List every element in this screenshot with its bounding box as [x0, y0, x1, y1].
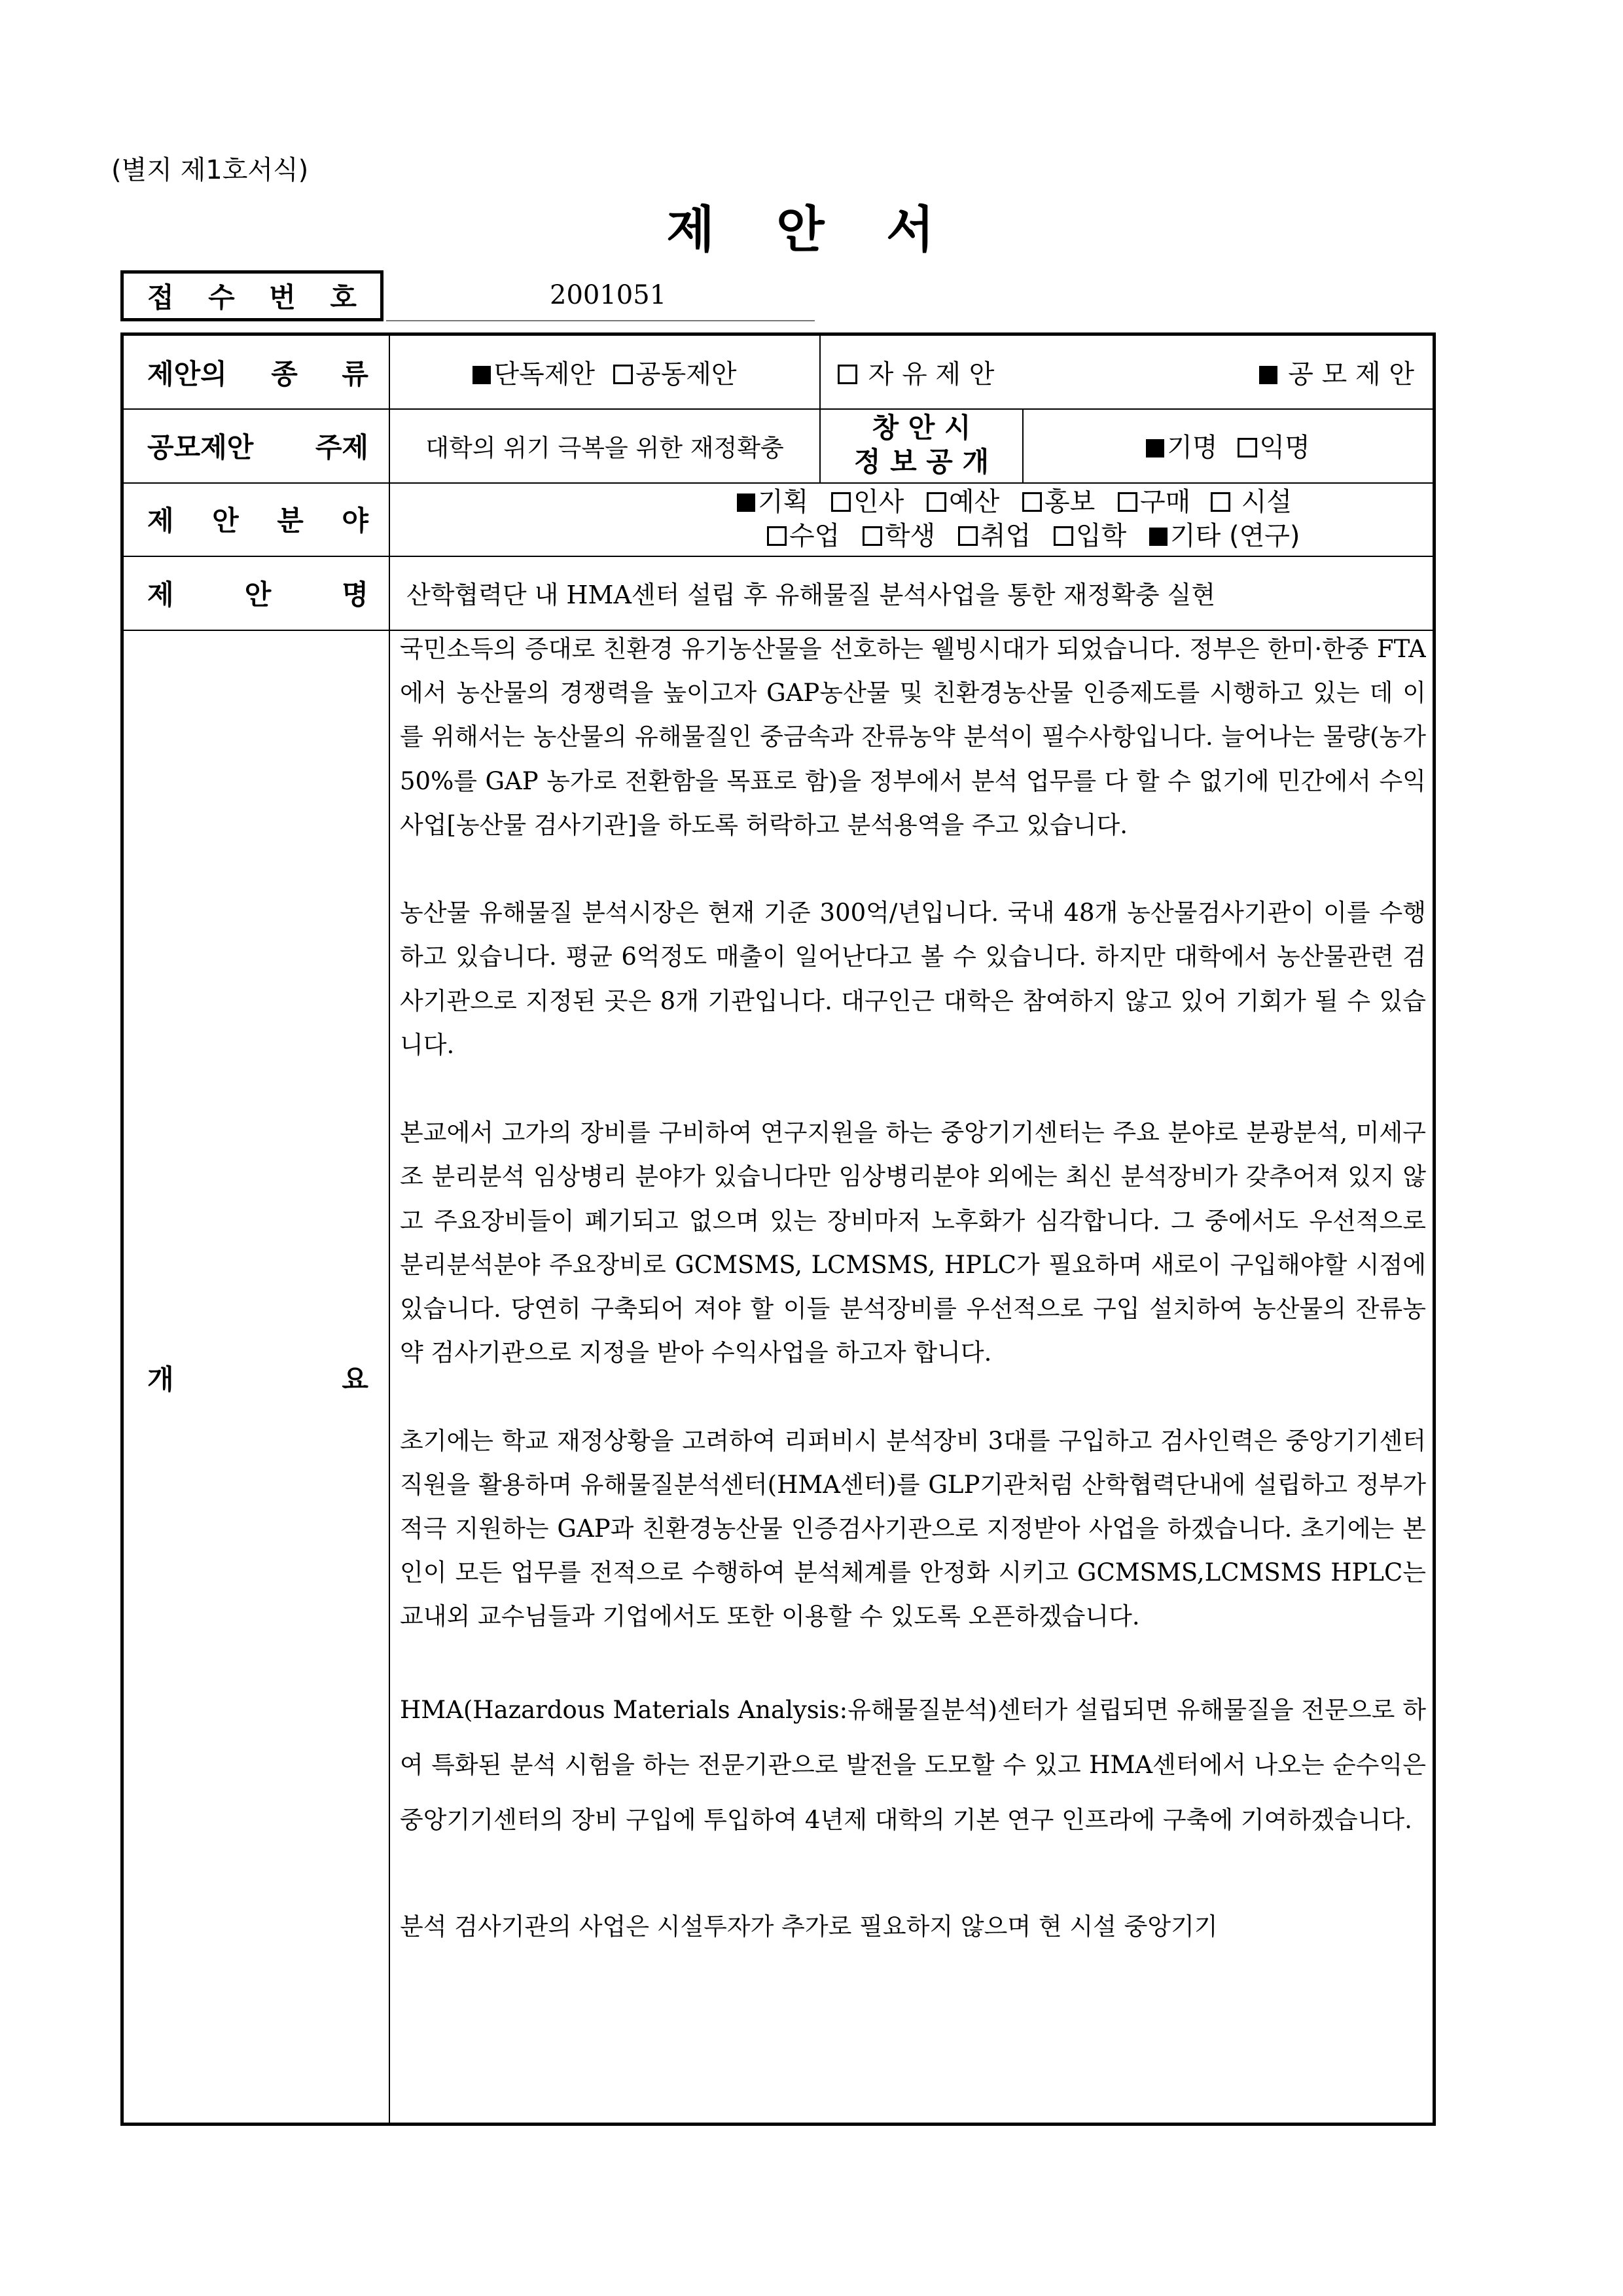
proposal-form-table	[120, 332, 1436, 2126]
checkbox-checked-icon	[1259, 366, 1277, 384]
checkbox-checked-icon	[737, 493, 755, 512]
option-contest-proposal[interactable]: 공 모 제 안	[1259, 353, 1414, 391]
proposal-name-label: 제 안 명	[147, 578, 368, 611]
overview-text	[400, 627, 1426, 2126]
checkbox-empty-icon	[1238, 438, 1257, 457]
option-single[interactable]: 단독제안	[473, 353, 595, 391]
field-classes[interactable]: 수업	[767, 521, 840, 551]
option-anonymous[interactable]: 익명	[1238, 427, 1310, 464]
field-other-research[interactable]: 기타 (연구)	[1149, 521, 1300, 551]
overview-label: 개 요	[147, 1363, 368, 1395]
field-employment[interactable]: 취업	[958, 521, 1031, 551]
document-title: 제 안 서	[666, 200, 957, 259]
disclosure-options	[1024, 408, 1433, 482]
checkbox-empty-icon	[831, 492, 851, 512]
field-planning[interactable]: 기획	[737, 487, 808, 517]
field-students[interactable]: 학생	[863, 521, 935, 551]
proposal-field-options	[390, 482, 1433, 556]
field-pr[interactable]: 홍보	[1022, 487, 1095, 517]
overview-paragraph: HMA(Hazardous Materials Analysis:유해물질분석)센터가 설립되면 유해물질을 전문으로 하여 특화된 분석 시험을 하는 전문기관으로 발전을 도모할 수 있고 HMA센터에서 나오는 순수익은 중앙기기센터의 장비 구입에 투입하여 4년제 대학의 기본 연구 인프라에 구축에 기여하겠습니다.	[400, 1695, 1426, 1834]
contest-topic-value: 대학의 위기 극복을 위한 재정확충	[425, 433, 784, 462]
field-budget[interactable]: 예산	[927, 487, 999, 517]
proposal-name-value: 산학협력단 내 HMA센터 설립 후 유해물질 분석사업을 통한 재정확충 실현	[406, 581, 1216, 609]
checkbox-empty-icon	[1211, 492, 1230, 512]
checkbox-checked-icon	[473, 366, 491, 384]
field-facilities[interactable]: 시설	[1211, 487, 1292, 517]
checkbox-empty-icon	[613, 365, 633, 384]
checkbox-checked-icon	[1146, 439, 1164, 457]
option-free-proposal[interactable]: 자 유 제 안	[838, 353, 994, 391]
checkbox-empty-icon	[1118, 492, 1137, 512]
field-personnel[interactable]: 인사	[831, 487, 904, 517]
checkbox-empty-icon	[863, 526, 882, 546]
form-number-label: (별지 제1호서식)	[111, 155, 309, 185]
overview-paragraph: 농산물 유해물질 분석시장은 현재 기준 300억/년입니다. 국내 48개 농산물검사기관이 이를 수행하고 있습니다. 평균 6억정도 매출이 일어난다고 볼 수 있습니다. 하지만 대학에서 농산물관련 검사기관으로 지정된 곳은 8개 기관입니다. 대구인근 대학은 참여하지 않고 있어 기회가 될 수 있습니다.	[400, 899, 1426, 1059]
proposal-field-label: 제 안 분 야	[147, 505, 368, 537]
checkbox-empty-icon	[1054, 526, 1073, 546]
field-admissions[interactable]: 입학	[1054, 521, 1126, 551]
disclosure-label: 창 안 시 정 보 공 개	[853, 412, 990, 478]
overview-paragraph: 국민소득의 증대로 친환경 유기농산물을 선호하는 웰빙시대가 되었습니다. 정부은 한미·한중 FTA에서 농산물의 경쟁력을 높이고자 GAP농산물 및 친환경농산물 인증제도를 시행하고 있는 데 이를 위해서는 농산물의 유해물질인 중금속과 잔류농약 분석이 필수사항입니다. 늘어나는 물량(농가 50%를 GAP 농가로 전환함을 목표로 함)을 정부에서 분석 업무를 다 할 수 없기에 민간에서 수익사업[농산물 검사기관]을 하도록 허락하고 분석용역을 주고 있습니다.	[400, 635, 1426, 839]
field-purchasing[interactable]: 구매	[1118, 487, 1190, 517]
checkbox-empty-icon	[1022, 492, 1042, 512]
proposal-category-options	[821, 336, 1433, 408]
checkbox-empty-icon	[958, 526, 978, 546]
overview-paragraph: 분석 검사기관의 사업은 시설투자가 추가로 필요하지 않으며 현 시설 중앙기기	[400, 1912, 1218, 1941]
checkbox-empty-icon	[927, 492, 946, 512]
proposal-type-options	[390, 336, 819, 408]
proposal-type-label: 제안의 종 류	[147, 357, 368, 390]
receipt-number-value: 2001051	[386, 270, 815, 321]
receipt-number-label: 접 수 번 호	[120, 270, 383, 321]
overview-paragraph: 초기에는 학교 재정상황을 고려하여 리퍼비시 분석장비 3대를 구입하고 검사인력은 중앙기기센터 직원을 활용하며 유해물질분석센터(HMA센터)를 GLP기관처럼 산학협력단내에 설립하고 정부가 적극 지원하는 GAP과 친환경농산물 인증검사기관으로 지정받아 사업을 하겠습니다. 초기에는 본인이 모든 업무를 전적으로 수행하여 분석체계를 안정화 시키고 GCMSMS,LCMSMS HPLC는 교내외 교수님들과 기업에서도 또한 이용할 수 있도록 오픈하겠습니다.	[400, 1426, 1426, 1631]
overview-paragraph: 본교에서 고가의 장비를 구비하여 연구지원을 하는 중앙기기센터는 주요 분야로 분광분석, 미세구조 분리분석 임상병리 분야가 있습니다만 임상병리분야 외에는 최신 분석장비가 갖추어져 있지 않고 주요장비들이 폐기되고 없으며 있는 장비마저 노후화가 심각합니다. 그 중에서도 우선적으로 분리분석분야 주요장비로 GCMSMS, LCMSMS, HPLC가 필요하며 새로이 구입해야할 시점에 있습니다. 당연히 구축되어 져야 할 이들 분석장비를 우선적으로 구입 설치하여 농산물의 잔류농약 검사기관으로 지정을 받아 수익사업을 하고자 합니다.	[400, 1119, 1426, 1367]
checkbox-empty-icon	[767, 526, 787, 546]
option-named[interactable]: 기명	[1146, 427, 1217, 464]
option-joint[interactable]: 공동제안	[613, 353, 737, 391]
checkbox-empty-icon	[838, 365, 857, 384]
contest-topic-label: 공모제안 주제	[147, 431, 368, 463]
checkbox-checked-icon	[1149, 528, 1168, 546]
